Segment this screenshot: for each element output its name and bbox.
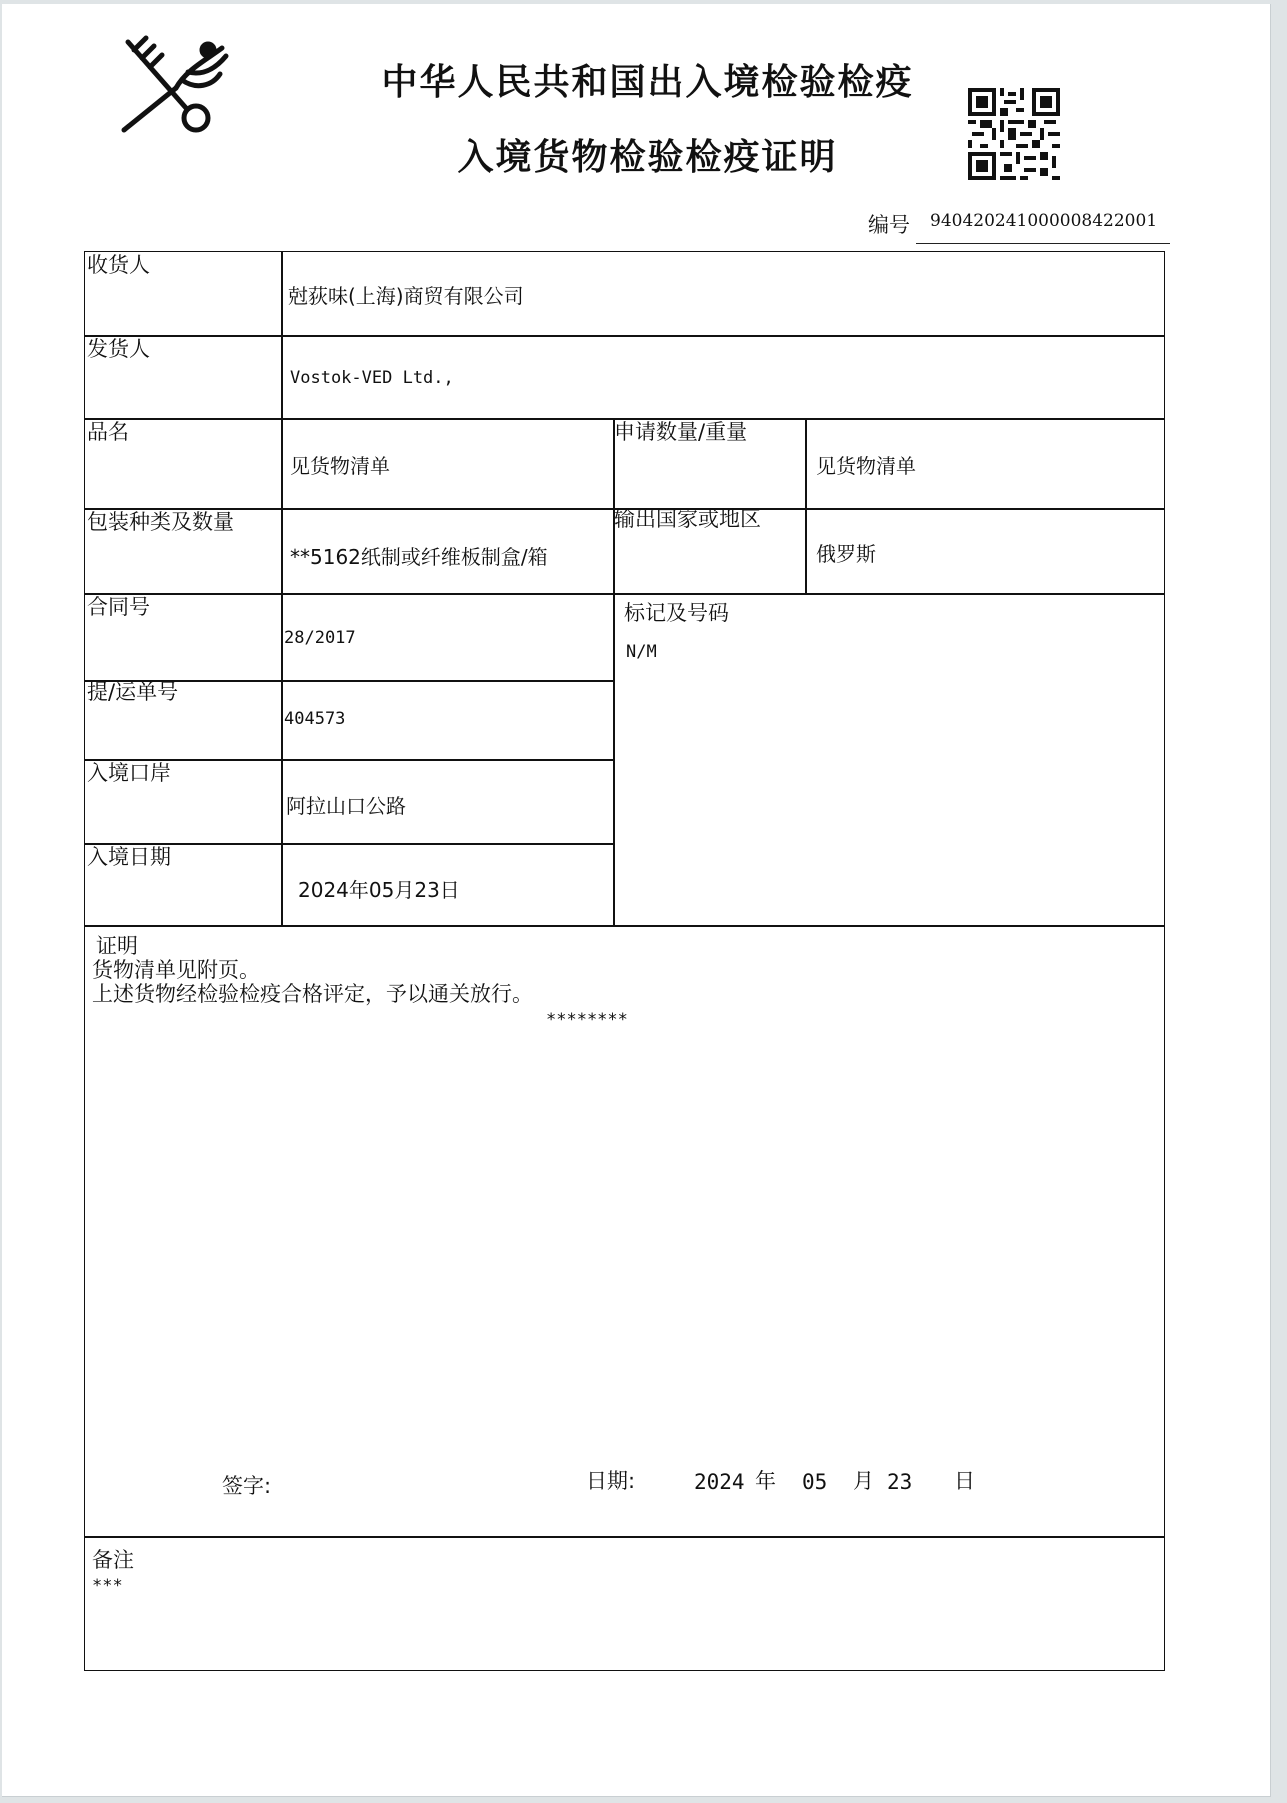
document-subtitle: 入境货物检验检疫证明 <box>457 136 838 178</box>
qr-code-icon <box>968 88 1060 180</box>
consignor-label: 发货人 <box>87 337 150 361</box>
column-divider <box>613 418 615 926</box>
marks-label: 标记及号码 <box>624 601 729 625</box>
date-label: 日期: <box>586 1469 636 1493</box>
entry-date-value: 2024年05月23日 <box>298 878 460 902</box>
date-day: 23 <box>887 1470 913 1494</box>
row-divider <box>84 1536 1165 1538</box>
serial-number-value: 940420241000008422001 <box>916 202 1170 244</box>
goods-name-label: 品名 <box>87 420 129 444</box>
date-month-unit: 月 <box>853 1469 874 1493</box>
entry-port-label: 入境口岸 <box>87 761 171 785</box>
bill-of-lading-label: 提/运单号 <box>87 680 179 704</box>
quantity-label: 申请数量/重量 <box>614 420 748 444</box>
consignee-value: 尅荻味(上海)商贸有限公司 <box>288 284 524 308</box>
contract-label: 合同号 <box>87 595 150 619</box>
remarks-value: *** <box>92 1576 123 1596</box>
consignor-value: Vostok-VED Ltd., <box>290 368 454 388</box>
marks-value: N/M <box>626 642 657 662</box>
contract-value: 28/2017 <box>284 628 356 648</box>
row-divider <box>84 335 1165 337</box>
package-label: 包装种类及数量 <box>87 510 234 534</box>
certification-line-2: 上述货物经检验检疫合格评定，予以通关放行。 <box>92 982 533 1006</box>
consignee-label: 收货人 <box>87 253 150 277</box>
remarks-label: 备注 <box>92 1548 134 1572</box>
row-divider <box>84 925 1165 927</box>
date-day-unit: 日 <box>954 1469 975 1493</box>
column-divider <box>805 418 807 594</box>
goods-name-value: 见货物清单 <box>290 454 390 478</box>
column-divider <box>281 251 283 926</box>
certification-stars: ******** <box>546 1010 628 1030</box>
origin-label: 输出国家或地区 <box>614 507 761 531</box>
quantity-value: 见货物清单 <box>816 454 916 478</box>
document-title: 中华人民共和国出入境检验检疫 <box>381 61 914 103</box>
certification-heading: 证明 <box>96 934 138 958</box>
row-divider <box>84 593 1165 595</box>
entry-port-value: 阿拉山口公路 <box>286 794 406 818</box>
date-month: 05 <box>802 1470 828 1494</box>
certification-line-1: 货物清单见附页。 <box>92 958 260 982</box>
date-year: 2024 <box>694 1470 745 1494</box>
date-year-unit: 年 <box>755 1469 776 1493</box>
signature-label: 签字: <box>222 1474 272 1498</box>
origin-value: 俄罗斯 <box>816 542 876 566</box>
package-value: **5162纸制或纤维板制盒/箱 <box>290 545 548 569</box>
bill-of-lading-value: 404573 <box>284 709 346 729</box>
serial-number-label: 编号 <box>868 213 910 237</box>
entry-date-label: 入境日期 <box>87 845 171 869</box>
